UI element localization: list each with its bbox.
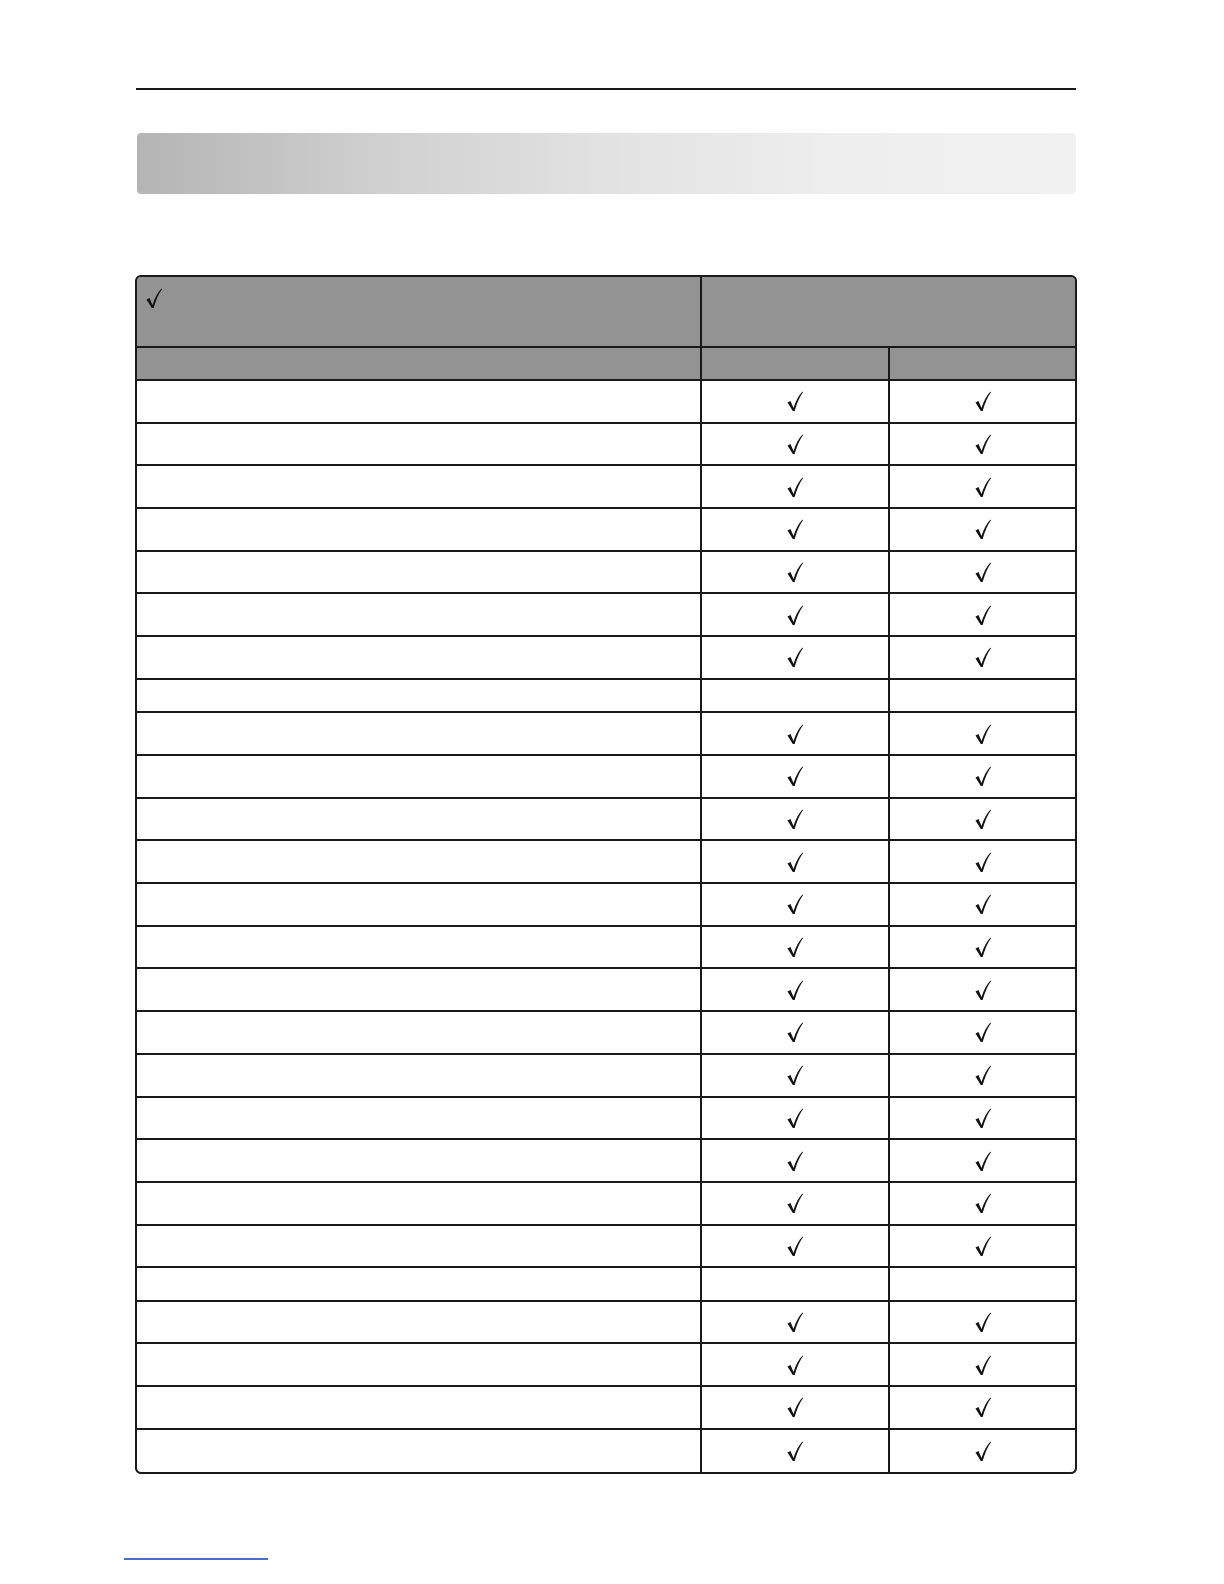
row-label	[137, 551, 701, 594]
support-cell-b	[889, 636, 1075, 679]
table-row	[137, 1054, 1075, 1097]
check-icon	[786, 561, 804, 583]
column-header-a	[701, 347, 889, 380]
compatibility-table	[135, 275, 1077, 1474]
support-cell-b	[889, 1011, 1075, 1054]
table-row	[137, 755, 1075, 798]
support-cell-a	[701, 1182, 889, 1225]
check-icon	[786, 1396, 804, 1418]
check-icon	[786, 936, 804, 958]
support-cell-a	[701, 968, 889, 1011]
support-cell-a	[701, 551, 889, 594]
support-cell-a	[701, 423, 889, 466]
footer-link-underline	[124, 1558, 268, 1560]
support-cell-b	[889, 423, 1075, 466]
check-icon	[974, 1107, 992, 1129]
check-icon	[786, 723, 804, 745]
support-cell-a	[701, 1011, 889, 1054]
support-cell-b	[889, 1343, 1075, 1386]
check-icon	[974, 1021, 992, 1043]
support-cell-a	[701, 380, 889, 423]
support-cell-b	[889, 840, 1075, 883]
row-label	[137, 423, 701, 466]
table-row	[137, 551, 1075, 594]
check-icon	[786, 979, 804, 1001]
row-label	[137, 1429, 701, 1472]
row-label	[137, 926, 701, 969]
check-icon	[974, 518, 992, 540]
table-header-group	[701, 277, 1075, 347]
check-icon	[786, 604, 804, 626]
table-row	[137, 1225, 1075, 1268]
support-cell-b	[889, 593, 1075, 636]
table-row	[137, 926, 1075, 969]
table-row	[137, 1386, 1075, 1429]
section-title-banner	[137, 133, 1076, 194]
check-icon	[786, 1235, 804, 1257]
check-icon	[974, 765, 992, 787]
row-label	[137, 1139, 701, 1182]
table-row	[137, 1343, 1075, 1386]
check-icon	[786, 1311, 804, 1333]
check-icon	[786, 1440, 804, 1462]
table-row	[137, 1182, 1075, 1225]
column-header-feature	[137, 347, 701, 380]
row-label	[137, 883, 701, 926]
table-group-row	[137, 1267, 1075, 1301]
check-icon	[974, 723, 992, 745]
table-row	[137, 380, 1075, 423]
row-label	[137, 1011, 701, 1054]
support-cell-a	[701, 679, 889, 713]
row-label	[137, 593, 701, 636]
check-icon	[786, 1150, 804, 1172]
row-label	[137, 1386, 701, 1429]
check-icon	[974, 1150, 992, 1172]
table-subheader-row	[137, 347, 1075, 380]
row-label	[137, 679, 701, 713]
table-group-row	[137, 679, 1075, 713]
check-icon	[974, 808, 992, 830]
support-cell-b	[889, 1429, 1075, 1472]
row-label	[137, 1225, 701, 1268]
support-cell-a	[701, 840, 889, 883]
check-icon	[974, 936, 992, 958]
support-cell-a	[701, 508, 889, 551]
check-icon	[974, 1396, 992, 1418]
page-header-rule	[136, 88, 1076, 90]
row-label	[137, 1054, 701, 1097]
row-label	[137, 636, 701, 679]
table-row	[137, 1429, 1075, 1472]
support-cell-a	[701, 798, 889, 841]
support-cell-a	[701, 1343, 889, 1386]
table-row	[137, 1139, 1075, 1182]
check-icon	[974, 646, 992, 668]
support-cell-a	[701, 593, 889, 636]
support-cell-b	[889, 798, 1075, 841]
check-icon	[974, 979, 992, 1001]
table-row	[137, 1097, 1075, 1140]
support-cell-a	[701, 636, 889, 679]
support-cell-b	[889, 551, 1075, 594]
check-icon	[786, 476, 804, 498]
check-icon	[786, 390, 804, 412]
table-row	[137, 1301, 1075, 1344]
support-cell-a	[701, 1429, 889, 1472]
compatibility-grid	[137, 277, 1075, 1472]
check-icon	[786, 893, 804, 915]
row-label	[137, 465, 701, 508]
support-cell-a	[701, 755, 889, 798]
check-icon	[974, 433, 992, 455]
support-cell-b	[889, 1054, 1075, 1097]
support-cell-b	[889, 1225, 1075, 1268]
support-cell-a	[701, 1301, 889, 1344]
row-label	[137, 968, 701, 1011]
support-cell-b	[889, 380, 1075, 423]
table-body	[137, 380, 1075, 1472]
check-icon	[786, 1107, 804, 1129]
support-cell-b	[889, 1182, 1075, 1225]
check-icon	[786, 1192, 804, 1214]
support-cell-a	[701, 883, 889, 926]
support-cell-b	[889, 679, 1075, 713]
check-icon	[974, 1235, 992, 1257]
check-icon	[786, 1021, 804, 1043]
check-icon	[974, 390, 992, 412]
check-icon	[974, 1192, 992, 1214]
support-cell-a	[701, 1267, 889, 1301]
table-row	[137, 636, 1075, 679]
column-header-b	[889, 347, 1075, 380]
support-cell-b	[889, 755, 1075, 798]
check-icon	[786, 1354, 804, 1376]
check-icon	[974, 1064, 992, 1086]
support-cell-b	[889, 1139, 1075, 1182]
support-cell-b	[889, 1301, 1075, 1344]
support-cell-a	[701, 1225, 889, 1268]
row-label	[137, 755, 701, 798]
row-label	[137, 1097, 701, 1140]
check-icon	[974, 893, 992, 915]
support-cell-b	[889, 1386, 1075, 1429]
table-row	[137, 508, 1075, 551]
support-cell-b	[889, 1097, 1075, 1140]
check-icon	[786, 808, 804, 830]
row-label	[137, 798, 701, 841]
table-row	[137, 840, 1075, 883]
table-row	[137, 423, 1075, 466]
table-row	[137, 712, 1075, 755]
row-label	[137, 380, 701, 423]
check-icon	[974, 1440, 992, 1462]
row-label	[137, 1343, 701, 1386]
support-cell-b	[889, 968, 1075, 1011]
support-cell-a	[701, 712, 889, 755]
support-cell-a	[701, 1139, 889, 1182]
check-icon	[786, 1064, 804, 1086]
support-cell-b	[889, 1267, 1075, 1301]
table-row	[137, 593, 1075, 636]
check-icon	[974, 1354, 992, 1376]
check-icon	[786, 851, 804, 873]
support-cell-a	[701, 1386, 889, 1429]
check-icon	[974, 476, 992, 498]
table-row	[137, 798, 1075, 841]
check-icon	[786, 433, 804, 455]
support-cell-a	[701, 1097, 889, 1140]
row-label	[137, 1301, 701, 1344]
row-label	[137, 508, 701, 551]
table-row	[137, 883, 1075, 926]
check-icon	[145, 287, 163, 309]
support-cell-a	[701, 465, 889, 508]
check-icon	[786, 765, 804, 787]
table-row	[137, 968, 1075, 1011]
check-icon	[786, 646, 804, 668]
support-cell-a	[701, 1054, 889, 1097]
table-header-legend	[137, 277, 701, 347]
support-cell-b	[889, 883, 1075, 926]
support-cell-b	[889, 508, 1075, 551]
support-cell-b	[889, 712, 1075, 755]
table-row	[137, 1011, 1075, 1054]
row-label	[137, 1267, 701, 1301]
check-icon	[974, 561, 992, 583]
check-icon	[974, 1311, 992, 1333]
support-cell-a	[701, 926, 889, 969]
support-cell-b	[889, 926, 1075, 969]
table-row	[137, 465, 1075, 508]
row-label	[137, 712, 701, 755]
check-icon	[974, 851, 992, 873]
row-label	[137, 840, 701, 883]
support-cell-b	[889, 465, 1075, 508]
table-header-row	[137, 277, 1075, 347]
check-icon	[786, 518, 804, 540]
check-icon	[974, 604, 992, 626]
row-label	[137, 1182, 701, 1225]
